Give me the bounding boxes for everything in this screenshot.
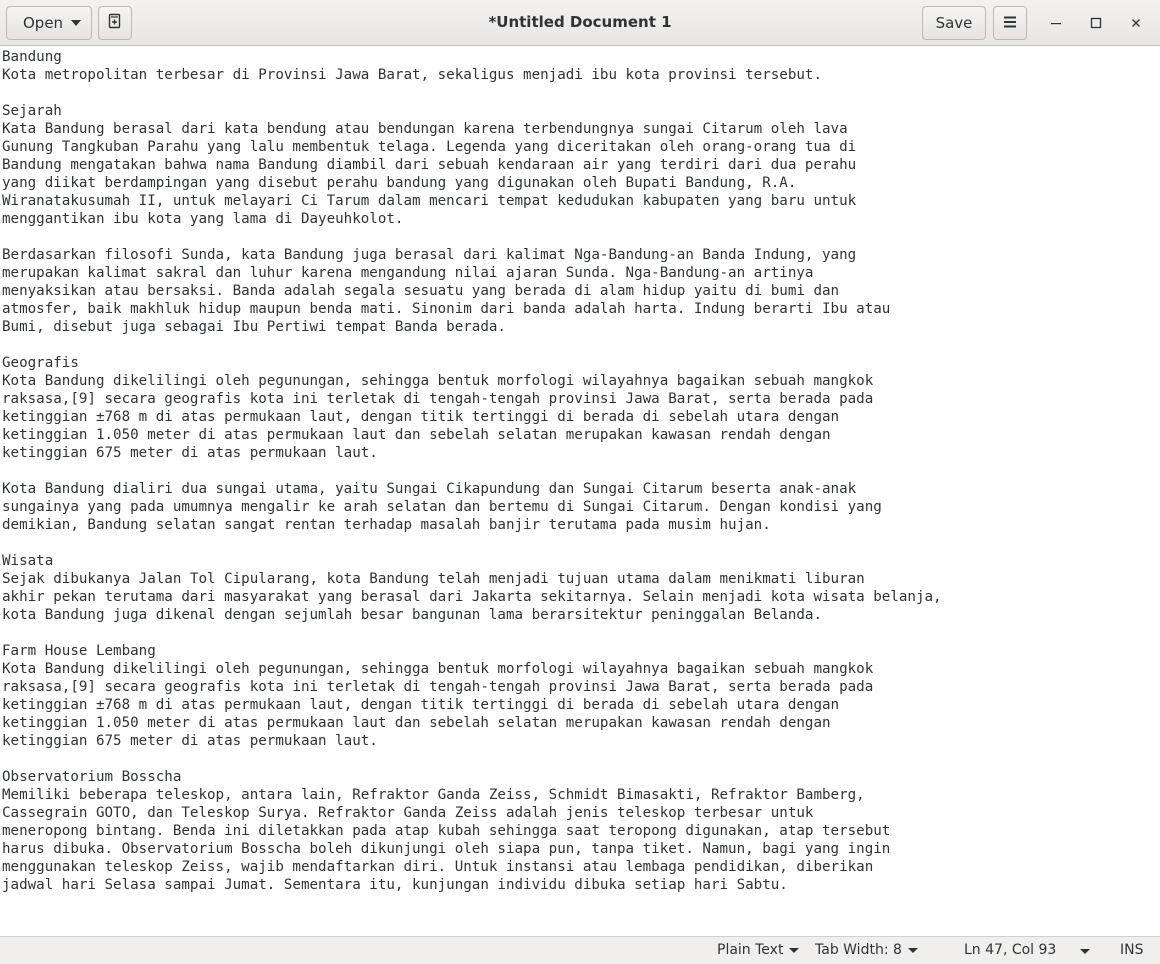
language-label: Plain Text [717, 942, 784, 958]
chevron-down-icon [789, 948, 799, 953]
close-icon [1130, 14, 1142, 33]
hamburger-menu-icon [1003, 14, 1017, 32]
insert-mode-indicator [1120, 942, 1144, 958]
maximize-icon [1090, 14, 1102, 33]
text-editor-area[interactable] [0, 46, 1160, 936]
tab-width-label: Tab Width: 8 [815, 942, 902, 958]
tab-width-selector[interactable] [815, 942, 918, 958]
close-button[interactable] [1123, 10, 1149, 36]
chevron-down-icon[interactable] [1080, 949, 1090, 954]
document-text[interactable]: Bandung Kota metropolitan terbesar di Provinsi Jawa Barat, sekaligus menjadi ibu kota provinsi tersebut. Sejarah Kata Bandung berasal dari kata bendung atau bendungan karena terbendungnya sungai Citarum oleh lava Gunung Tangkuban Parahu yang lalu membentuk telaga. Legenda yang diceritakan oleh orang-orang tua di Bandung mengatakan bahwa nama Bandung diambil dari sebuah kendaraan air yang terdiri dari dua perahu yang diikat berdampingan yang disebut perahu bandung yang digunakan oleh Bupati Bandung, R.A. Wiranatakusumah II, untuk melayari Ci Tarum dalam mencari tempat kedudukan kabupaten yang baru untuk menggantikan ibu kota yang lama di Dayeuhkolot. Berdasarkan filosofi Sunda, kata Bandung juga berasal dari kalimat Nga-Bandung-an Banda Indung, yang merupakan kalimat sakral dan luhur karena mengandung nilai ajaran Sunda. Nga-Bandung-an artinya menyaksikan atau bersaksi. Banda adalah segala sesuatu yang berada di alam hidup yaitu di bumi dan atmosfer, baik makhluk hidup maupun benda mati. Sinonim dari banda adalah harta. Indung berarti Ibu atau Bumi, disebut juga sebagai Ibu Pertiwi tempat Banda berada. Geografis Kota Bandung dikelilingi oleh pegunungan, sehingga bentuk morfologi wilayahnya bagaikan sebuah mangkok raksasa,[9] secara geografis kota ini terletak di tengah-tengah provinsi Jawa Barat, serta berada pada ketinggian ±768 m di atas permukaan laut, dengan titik tertinggi di berada di sebelah utara dengan ketinggian 1.050 meter di atas permukaan laut dan sebelah selatan merupakan kawasan rendah dengan ketinggian 675 meter di atas permukaan laut. Kota Bandung dialiri dua sungai utama, yaitu Sungai Cikapundung dan Sungai Citarum beserta anak-anak sungainya yang pada umumnya mengalir ke arah selatan dan bertemu di Sungai Citarum. Dengan kondisi yang demikian, Bandung selatan sangat rentan terhadap masalah banjir terutama pada musim hujan. Wisata Sejak dibukanya Jalan Tol Cipularang, kota Bandung telah menjadi tujuan utama dalam menikmati liburan akhir pekan terutama dari masyarakat yang berasal dari Jakarta sekitarnya. Selain menjadi kota wisata belanja, kota Bandung juga dikenal dengan sejumlah besar bangunan lama berarsitektur peninggalan Belanda. Farm House Lembang Kota Bandung dikelilingi oleh pegunungan, sehingga bentuk morfologi wilayahnya bagaikan sebuah mangkok raksasa,[9] secara geografis kota ini terletak di tengah-tengah provinsi Jawa Barat, serta berada pada ketinggian ±768 m di atas permukaan laut, dengan titik tertinggi di berada di sebelah utara dengan ketinggian 1.050 meter di atas permukaan laut dan sebelah selatan merupakan kawasan rendah dengan ketinggian 675 meter di atas permukaan laut. Observatorium Bosscha Memiliki beberapa teleskop, antara lain, Refraktor Ganda Zeiss, Schmidt Bimasakti, Refraktor Bamberg, Cassegrain GOTO, dan Teleskop Surya. Refraktor Ganda Zeiss adalah jenis teleskop terbesar untuk meneropong bintang. Benda ini diletakkan pada atap kubah sehingga saat teropong digunakan, atap tersebut harus dibuka. Observatorium Bosscha boleh dikunjungi oleh siapa pun, tanpa tiket. Namun, bagi yang ingin menggunakan teleskop Zeiss, wajib mendaftarkan diri. Untuk instansi atau lembaga pendidikan, diberikan jadwal hari Selasa sampai Jumat. Sementara itu, kunjungan individu dibuka setiap hari Sabtu. [2, 49, 942, 893]
window-title: *Untitled Document 1 [488, 13, 672, 31]
status-bar [0, 936, 1160, 964]
main-menu-button[interactable] [993, 6, 1027, 40]
header-bar [0, 0, 1160, 46]
minimize-icon [1050, 14, 1062, 33]
insert-mode-label: INS [1120, 942, 1144, 958]
chevron-down-icon [908, 948, 918, 953]
save-button[interactable]: Save [922, 6, 986, 40]
cursor-position-selector[interactable] [964, 942, 1056, 958]
open-button-label: Open [23, 14, 64, 32]
cursor-position-label: Ln 47, Col 93 [964, 942, 1057, 958]
language-selector[interactable] [717, 942, 799, 958]
minimize-button[interactable] [1043, 10, 1069, 36]
maximize-button[interactable] [1083, 10, 1109, 36]
